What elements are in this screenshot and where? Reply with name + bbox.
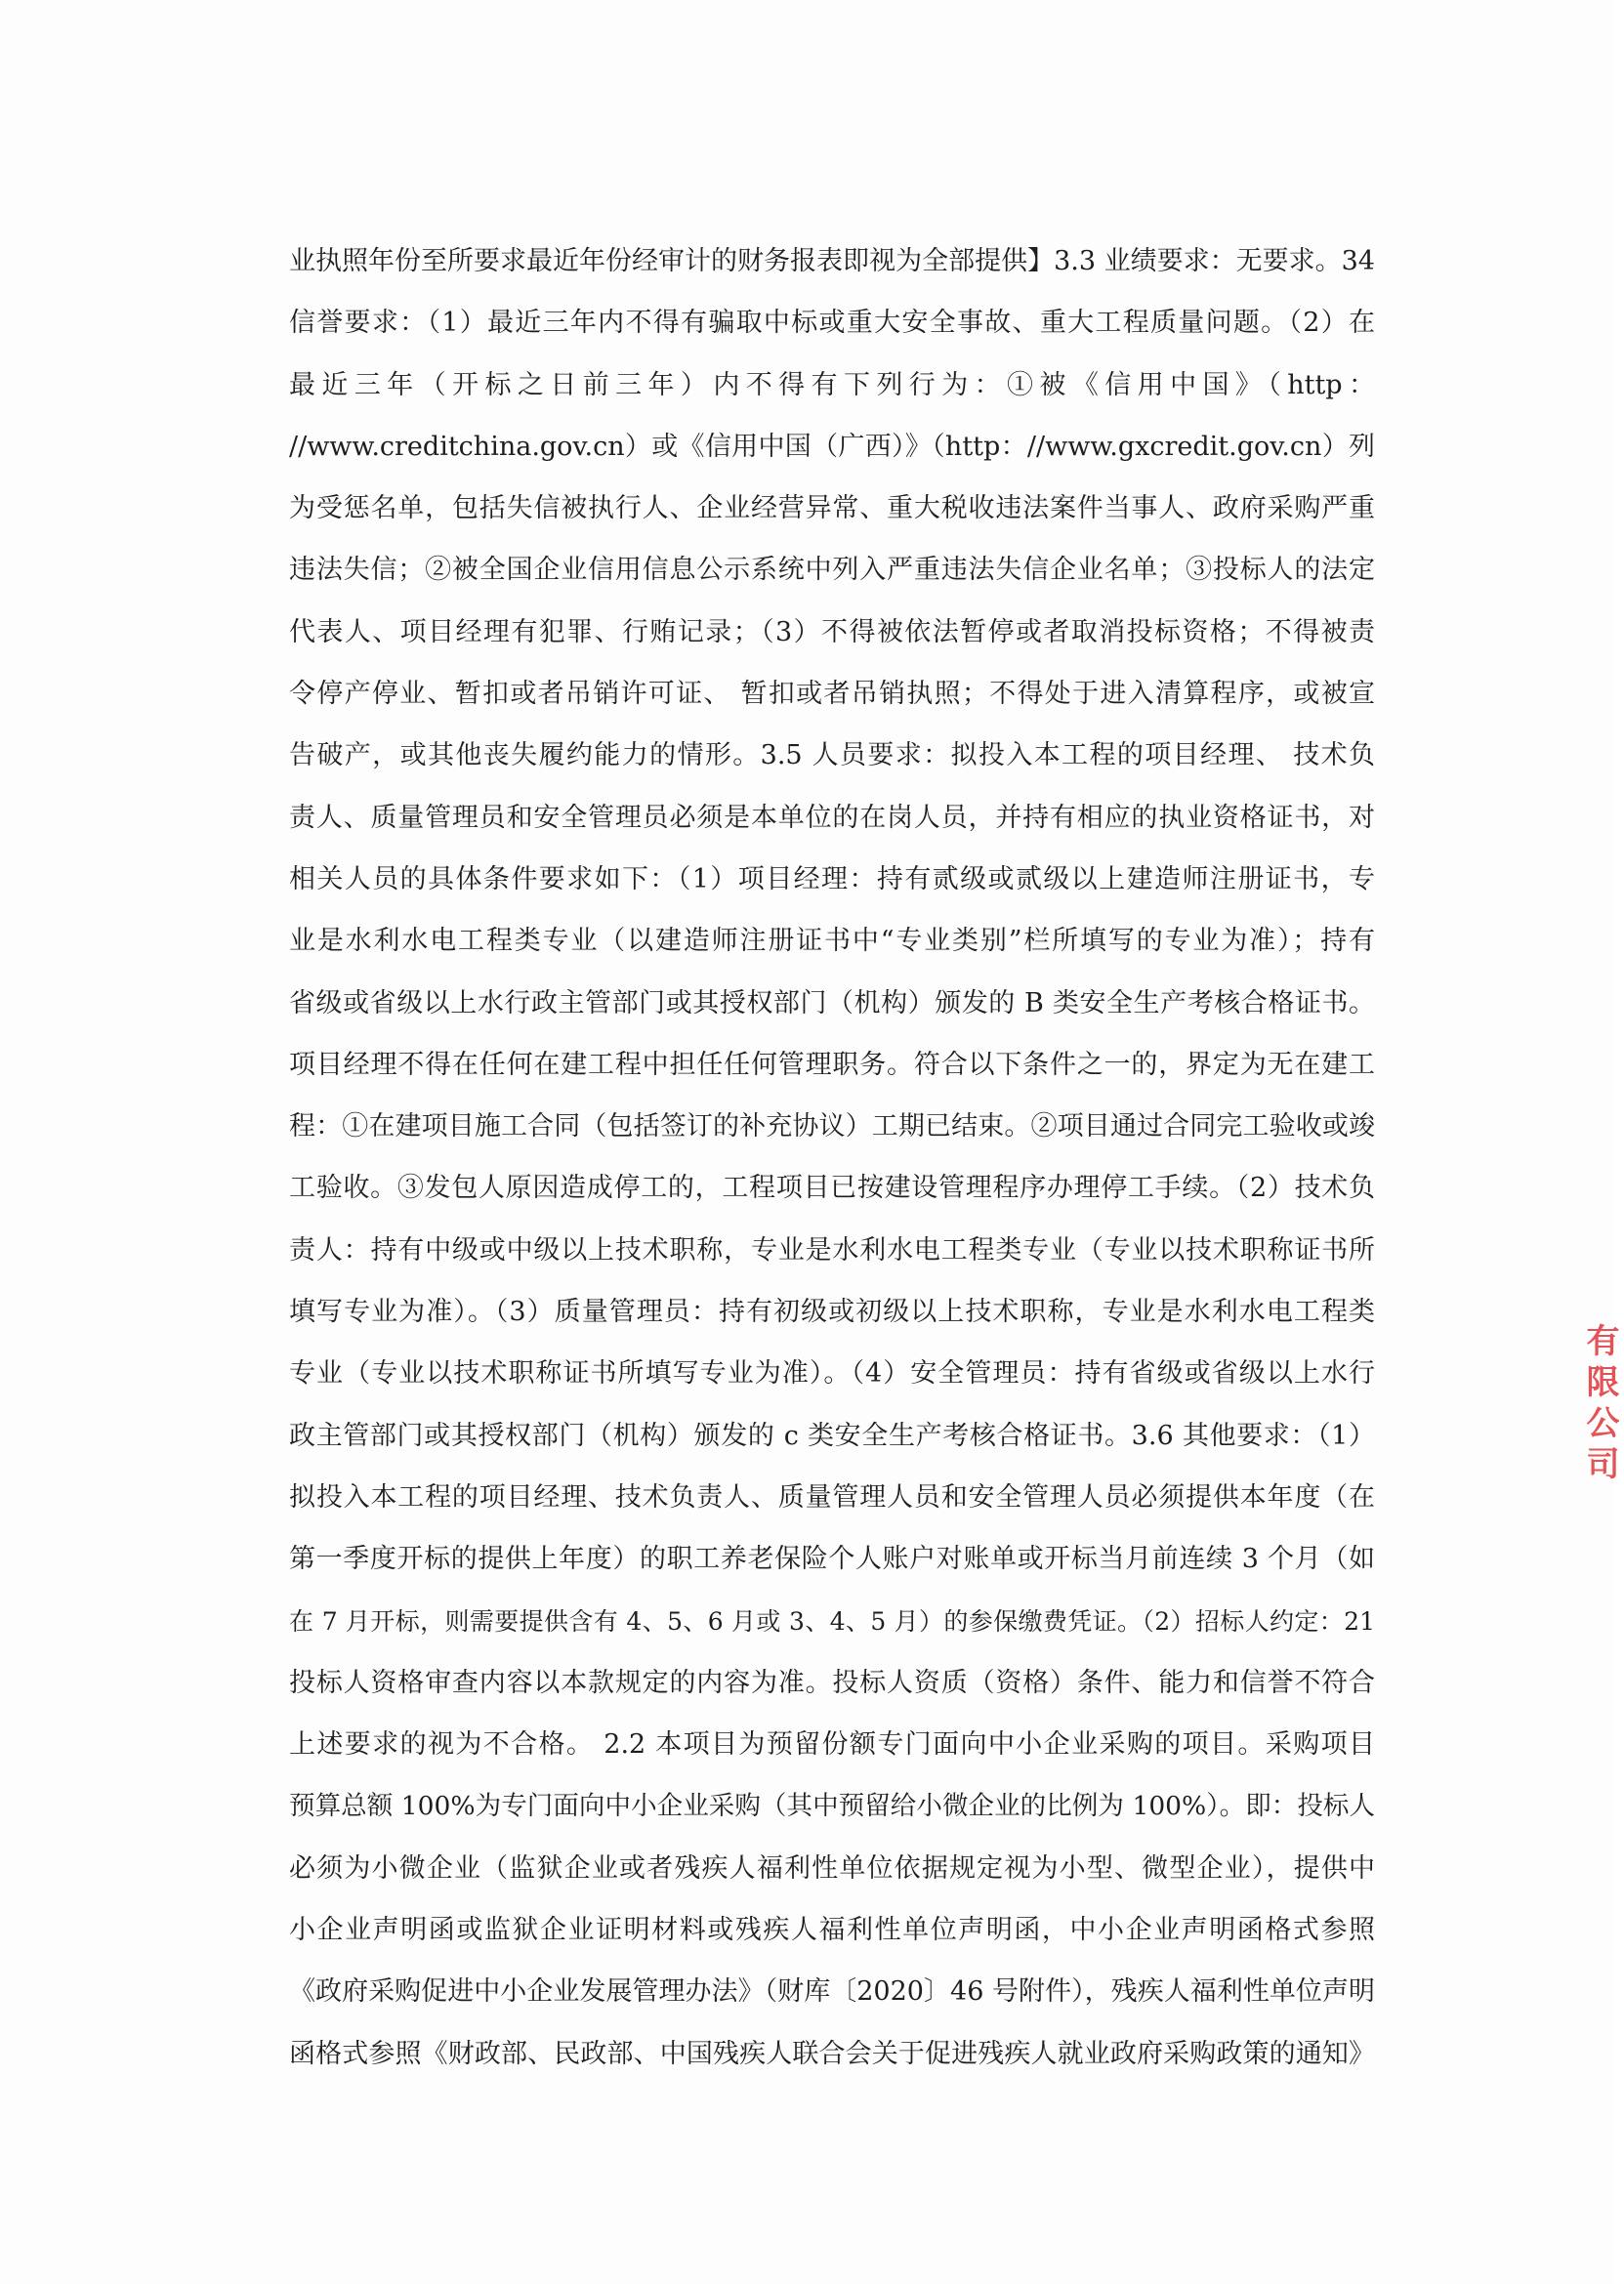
text-line: 填写专业为准）。（3）质量管理员：持有初级或初级以上技术职称，专业是水利水电工程类 [289,1297,1375,1328]
text-line: 《政府采购促进中小企业发展管理办法》（财库〔2020〕46 号附件），残疾人福利性单位声明 [289,1976,1375,2008]
text-line: 政主管部门或其授权部门（机构）颁发的 c 类安全生产考核合格证书。3.6 其他要求：（1） [289,1420,1375,1451]
text-line: 程：①在建项目施工合同（包括签订的补充协议）工期已结束。②项目通过合同完工验收或竣 [289,1111,1375,1142]
text-line: 函格式参照《财政部、民政部、中国残疾人联合会关于促进残疾人就业政府采购政策的通知》 [289,2038,1375,2069]
text-line: 工验收。③发包人原因造成停工的，工程项目已按建设管理程序办理停工手续。（2）技术负 [289,1173,1375,1204]
text-line: 在 7 月开标，则需要提供含有 4、5、6 月或 3、4、5 月）的参保缴费凭证。（2）招标人约定：21 [289,1606,1375,1636]
text-line: 第一季度开标的提供上年度）的职工养老保险个人账户对账单或开标当月前连续 3 个月（如 [289,1544,1375,1575]
text-line: 责人：持有中级或中级以上技术职称，专业是水利水电工程类专业（专业以技术职称证书所 [289,1234,1375,1266]
text-line: 最近三年（开标之日前三年）内不得有下列行为：①被《信用中国》（http： [289,369,1375,400]
company-seal-stamp [1580,1323,1623,1645]
text-line: 业执照年份至所要求最近年份经审计的财务报表即视为全部提供】3.3 业绩要求：无要求。34 [289,246,1375,276]
text-line: 小企业声明函或监狱企业证明材料或残疾人福利性单位声明函，中小企业声明函格式参照 [289,1915,1375,1946]
text-line: 代表人、项目经理有犯罪、行贿记录；（3）不得被依法暂停或者取消投标资格；不得被责 [289,616,1375,647]
text-line: 业是水利水电工程类专业（以建造师注册证书中“专业类别”栏所填写的专业为准）；持有 [289,926,1375,957]
document-body [289,230,1375,2085]
text-line: 相关人员的具体条件要求如下：（1）项目经理：持有贰级或贰级以上建造师注册证书，专 [289,863,1375,894]
text-line: 信誉要求：（1）最近三年内不得有骗取中标或重大安全事故、重大工程质量问题。（2）在 [289,308,1375,339]
seal-text: 有限公司 [1580,1323,1619,1487]
text-line: 上述要求的视为不合格。 2.2 本项目为预留份额专门面向中小企业采购的项目。采购项目 [289,1729,1375,1761]
text-line: 令停产停业、暂扣或者吊销许可证、 暂扣或者吊销执照；不得处于进入清算程序，或被宣 [289,679,1375,710]
text-line: //www.creditchina.gov.cn）或《信用中国（广西）》（http：//www.gxcredit.gov.cn）列 [289,431,1375,462]
text-line: 项目经理不得在任何在建工程中担任任何管理职务。符合以下条件之一的，界定为无在建工 [289,1049,1375,1080]
text-line: 违法失信；②被全国企业信用信息公示系统中列入严重违法失信企业名单；③投标人的法定 [289,555,1375,586]
text-line: 为受惩名单，包括失信被执行人、企业经营异常、重大税收违法案件当事人、政府采购严重 [289,493,1375,524]
text-line: 责人、质量管理员和安全管理员必须是本单位的在岗人员，并持有相应的执业资格证书，对 [289,802,1375,833]
text-line: 预算总额 100%为专门面向中小企业采购（其中预留给小微企业的比例为 100%）。即：投标人 [289,1791,1375,1822]
text-line: 拟投入本工程的项目经理、技术负责人、质量管理人员和安全管理人员必须提供本年度（在 [289,1481,1375,1513]
text-line: 告破产，或其他丧失履约能力的情形。3.5 人员要求：拟投入本工程的项目经理、 技术负 [289,740,1375,771]
text-line: 专业（专业以技术职称证书所填写专业为准）。（4）安全管理员：持有省级或省级以上水行 [289,1358,1375,1390]
text-line: 省级或省级以上水行政主管部门或其授权部门（机构）颁发的 B 类安全生产考核合格证书。 [289,987,1375,1018]
text-line: 必须为小微企业（监狱企业或者残疾人福利性单位依据规定视为小型、微型企业），提供中 [289,1852,1375,1884]
text-line: 投标人资格审查内容以本款规定的内容为准。投标人资质（资格）条件、能力和信誉不符合 [289,1667,1375,1698]
